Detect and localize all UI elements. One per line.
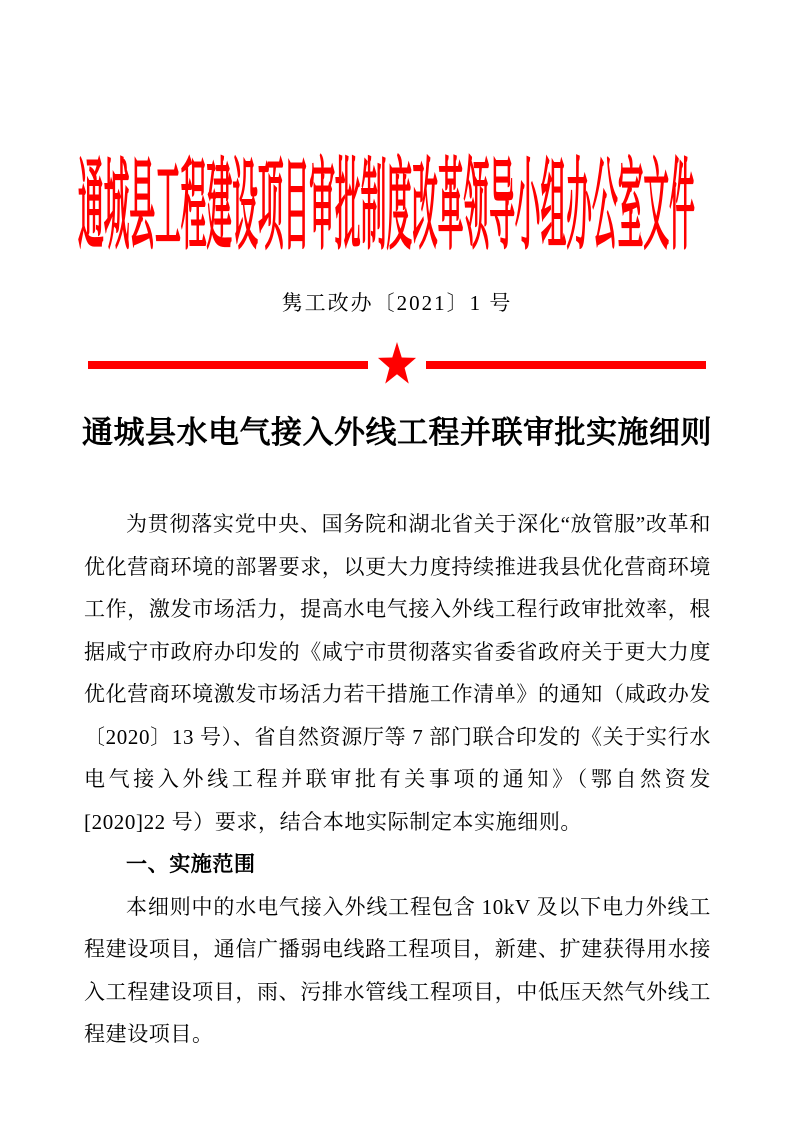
document-number: 隽工改办〔2021〕1 号: [281, 291, 513, 315]
paragraph-scope: 本细则中的水电气接入外线工程包含 10kV 及以下电力外线工程建设项目，通信广播弱电线路工程项目，新建、扩建获得用水接入工程建设项目，雨、污排水管线工程项目，中低压天然气外线工程建设项目。: [84, 894, 711, 1046]
document-body: [84, 503, 711, 1056]
paragraph-intro: 为贯彻落实党中央、国务院和湖北省关于深化“放管服”改革和优化营商环境的部署要求，以更大力度持续推进我县优化营商环境工作，激发市场活力，提高水电气接入外线工程行政审批效率，根据咸宁市政府办印发的《咸宁市贯彻落实省委省政府关于更大力度优化营商环境激发市场活力若干措施工作清单》的通知（咸政办发〔2020〕13 号）、省自然资源厅等 7 部门联合印发的《关于实行水电气接入外线工程并联审批有关事项的通知》（鄂自然资发[2020]22 号）要求，结合本地实际制定本实施细则。: [84, 512, 711, 834]
divider-line-right: [426, 361, 706, 369]
letterhead-org-title: 通城县工程建设项目审批制度改革领导小组办公室文件: [78, 151, 695, 262]
star-icon: [377, 342, 417, 388]
divider-line-left: [88, 361, 368, 369]
red-divider: [88, 342, 706, 388]
document-title: 通城县水电气接入外线工程并联审批实施细则: [82, 415, 712, 450]
section-heading-scope: 一、实施范围: [126, 852, 256, 876]
